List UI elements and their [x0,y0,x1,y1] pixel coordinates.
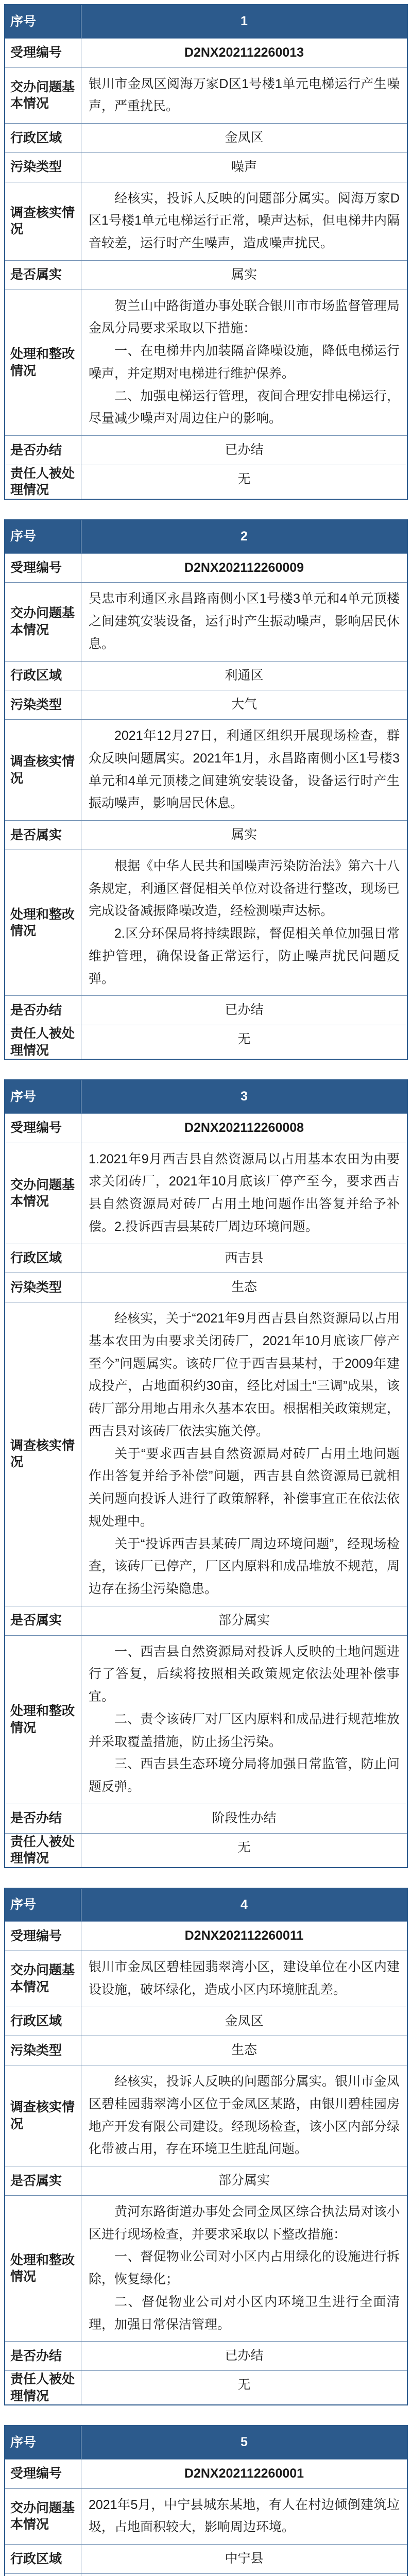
case-no-label: 受理编号 [5,554,81,583]
case-no-label: 受理编号 [5,2460,81,2488]
complaint-value: 2021年5月，中宁县城东某地，有人在村边倾倒建筑垃圾，占地面积较大，影响周边环境。 [89,2497,400,2535]
pollution-row [5,2036,407,2065]
verified-row [5,261,407,290]
handling-value [81,290,407,436]
complaint-value: 1.2021年9月西吉县自然资源局以占用基本农田为由要求关闭砖厂，2021年10月底该厂停产至今，要求西吉县自然资源局对砖厂占用土地问题作出答复并给予补偿。2.投诉西吉县某砖厂周边环境问题。 [89,1151,400,1234]
complaint-label: 交办问题基本情况 [5,1143,81,1244]
handling-value [81,2196,407,2342]
record-table [4,2425,408,2576]
investigation-label: 调查核实情况 [5,182,81,260]
handling-paragraph: 黄河东路街道办事处会同金凤区综合执法局对该小区进行现场检查，并要求采取以下整改措施： [89,2204,400,2242]
complaint-row [5,583,407,661]
completed-row [5,2342,407,2371]
seq-row [5,1080,407,1114]
verified-row [5,821,407,850]
handling-label: 处理和整改情况 [5,850,81,996]
investigation-label: 调查核实情况 [5,2065,81,2166]
investigation-paragraph: 经核实，关于“2021年9月西吉县自然资源局以占用基本农田为由要求关闭砖厂，2021年10月底该厂停产至今”问题属实。该砖厂位于西吉县某村，于2009年建成投产，占地面积约30亩，经比对国土“三调”成果，该砖厂部分用地占用永久基本农田。根据相关政策规定，西吉县对该砖厂依法实施关停。 [89,1311,400,1438]
completed-value: 阶段性办结 [212,1810,277,1825]
investigation-paragraph: 经核实，投诉人反映的问题部分属实。银川市金凤区碧桂园翡翠湾小区位于金凤区某路，由银川碧桂园房地产开发有限公司建设。经现场检查，该小区内部分绿化带被占用，存在环境卫生脏乱问题。 [89,2074,400,2157]
district-value: 利通区 [225,668,264,683]
complaint-label: 交办问题基本情况 [5,68,81,124]
investigation-row [5,2065,407,2166]
pollution-value: 噪声 [231,159,257,174]
handling-label: 处理和整改情况 [5,2196,81,2342]
investigation-label: 调查核实情况 [5,720,81,820]
complaint-row [5,2489,407,2545]
district-label: 行政区域 [5,2545,81,2573]
pollution-value: 生态 [231,1280,257,1295]
pollution-label: 污染类型 [5,1273,81,1302]
investigation-value [81,2065,407,2166]
handling-paragraph: 根据《中华人民共和国噪声污染防治法》第六十八条规定，利通区督促相关单位对设备进行整改，现场已完成设备减振降噪改造，经检测噪声达标。 [89,858,400,919]
completed-label: 是否办结 [5,1804,81,1833]
accountable-label: 责任人被处理情况 [5,1025,81,1059]
handling-value [81,850,407,996]
pollution-row [5,2574,407,2576]
accountable-row [5,1025,407,1059]
record-table [4,1079,408,1868]
investigation-paragraph: 关于“投诉西吉县某砖厂周边环境问题”，经现场检查，该砖厂已停产，厂区内原料和成品堆放不规范，周边存在扬尘污染隐患。 [89,1536,400,1596]
handling-row [5,1636,407,1804]
seq-row [5,2426,407,2460]
investigation-label: 调查核实情况 [5,1302,81,1606]
handling-paragraph: 三、西吉县生态环境分局将加强日常监管，防止问题反弹。 [89,1757,400,1794]
district-row [5,124,407,153]
verified-row [5,1606,407,1636]
investigation-row [5,182,407,261]
verified-value: 部分属实 [218,2173,270,2188]
district-value: 金凤区 [225,130,264,145]
pollution-value: 生态 [231,2043,257,2058]
handling-row [5,290,407,436]
complaint-row [5,68,407,124]
pollution-value [81,2574,407,2576]
seq-value: 2 [241,529,248,544]
seq-row [5,520,407,554]
seq-value: 4 [241,1897,248,1912]
verified-value: 属实 [231,827,257,842]
district-label: 行政区域 [5,2007,81,2036]
case-no-value: D2NX202112260011 [184,1928,304,1943]
completed-value: 已办结 [225,443,264,457]
case-no-value: D2NX202112260001 [184,2466,304,2481]
pollution-label: 污染类型 [5,690,81,719]
pollution-row [5,153,407,182]
pollution-row [5,1273,407,1302]
verified-value: 部分属实 [218,1613,270,1628]
pollution-label: 污染类型 [5,153,81,182]
handling-paragraph: 一、督促物业公司对小区内占用绿化的设施进行拆除，恢复绿化； [89,2249,400,2286]
accountable-label: 责任人被处理情况 [5,1834,81,1867]
seq-value: 5 [241,2435,248,2449]
investigation-value [81,182,407,260]
pollution-label: 污染类型 [5,2036,81,2065]
handling-label: 处理和整改情况 [5,1636,81,1804]
investigation-row [5,1302,407,1606]
completed-row [5,436,407,465]
seq-row [5,1889,407,1922]
seq-label: 序号 [5,2426,81,2459]
district-label: 行政区域 [5,1244,81,1273]
handling-paragraph: 2.区分环保局将持续跟踪，督促相关单位加强日常维护管理，确保设备正常运行，防止噪声扰民问题反弹。 [89,926,400,986]
seq-value: 3 [241,1089,248,1104]
complaint-value: 银川市金凤区阅海万家D区1号楼1单元电梯运行产生噪声，严重扰民。 [89,76,400,114]
handling-row [5,850,407,996]
case-no-row [5,2460,407,2489]
completed-label: 是否办结 [5,436,81,465]
district-row [5,2545,407,2574]
completed-label: 是否办结 [5,2342,81,2370]
case-no-label: 受理编号 [5,39,81,67]
complaint-label: 交办问题基本情况 [5,2489,81,2545]
handling-value [81,1636,407,1804]
completed-row [5,996,407,1025]
accountable-label: 责任人被处理情况 [5,2371,81,2404]
completed-row [5,1804,407,1834]
district-label: 行政区域 [5,662,81,690]
verified-value: 属实 [231,267,257,282]
record-table [4,1888,408,2406]
case-no-row [5,554,407,583]
handling-row [5,2196,407,2342]
handling-paragraph: 一、西吉县自然资源局对投诉人反映的土地问题进行了答复，后续将按照相关政策规定依法处理补偿事宜。 [89,1644,400,1704]
complaint-row [5,1143,407,1244]
seq-row [5,5,407,39]
record-table [4,4,408,500]
accountable-label: 责任人被处理情况 [5,465,81,499]
district-value: 中宁县 [225,2551,264,2566]
records-list [0,4,412,2576]
pollution-row [5,690,407,720]
completed-label: 是否办结 [5,996,81,1025]
pollution-value: 大气 [231,697,257,712]
case-no-label: 受理编号 [5,1922,81,1951]
accountable-row [5,465,407,499]
investigation-row [5,720,407,821]
district-label: 行政区域 [5,124,81,152]
handling-paragraph: 二、加强电梯运行管理，夜间合理安排电梯运行，尽量减少噪声对周边住户的影响。 [89,388,400,426]
case-no-value: D2NX202112260009 [184,560,304,575]
verified-label: 是否属实 [5,2166,81,2195]
case-no-value: D2NX202112260013 [184,45,304,60]
complaint-label: 交办问题基本情况 [5,583,81,660]
verified-label: 是否属实 [5,261,81,290]
district-row [5,662,407,691]
investigation-value [81,1302,407,1606]
verified-label: 是否属实 [5,821,81,850]
district-row [5,1244,407,1274]
verified-label: 是否属实 [5,1606,81,1635]
accountable-value: 无 [237,1032,251,1046]
seq-label: 序号 [5,1080,81,1113]
accountable-row [5,2371,407,2404]
handling-label: 处理和整改情况 [5,290,81,436]
case-no-row [5,39,407,68]
handling-paragraph: 二、责令该砖厂对厂区内原料和成品进行规范堆放并采取覆盖措施，防止扬尘污染。 [89,1711,400,1749]
seq-value: 1 [241,14,248,28]
complaint-value: 银川市金凤区碧桂园翡翠湾小区，建设单位在小区内建设设施，破坏绿化，造成小区内环境脏乱差。 [89,1960,400,1997]
complaint-label: 交办问题基本情况 [5,1951,81,2007]
district-value: 西吉县 [225,1250,264,1265]
investigation-value [81,720,407,820]
accountable-value: 无 [237,2378,251,2392]
investigation-paragraph: 2021年12月27日，利通区组织开展现场检查，群众反映问题属实。2021年1月，永昌路南侧小区1号楼3单元和4单元顶楼之间建筑安装设备，设备运行时产生振动噪声，影响居民休息。 [89,728,400,811]
verified-row [5,2166,407,2196]
district-value: 金凤区 [225,2013,264,2028]
completed-value: 已办结 [225,2348,264,2363]
accountable-value: 无 [237,1840,251,1855]
record-table [4,519,408,1060]
case-no-value: D2NX202112260008 [184,1120,304,1135]
investigation-paragraph: 关于“要求西吉县自然资源局对砖厂占用土地问题作出答复并给予补偿”问题，西吉县自然资源局已就相关问题向投诉人进行了政策解释，补偿事宜正在依法依规处理中。 [89,1446,400,1529]
seq-label: 序号 [5,520,81,553]
complaint-value: 吴忠市利通区永昌路南侧小区1号楼3单元和4单元顶楼之间建筑安装设备，运行时产生振动噪声，影响居民休息。 [89,591,400,651]
case-no-row [5,1114,407,1143]
handling-paragraph: 二、督促物业公司对小区内环境卫生进行全面清理，加强日常保洁管理。 [89,2294,400,2332]
case-no-row [5,1922,407,1951]
pollution-label [5,2574,81,2576]
seq-label: 序号 [5,1889,81,1922]
handling-paragraph: 一、在电梯井内加装隔音降噪设施，降低电梯运行噪声，并定期对电梯进行维护保养。 [89,344,400,381]
complaint-row [5,1951,407,2007]
district-row [5,2007,407,2037]
investigation-paragraph: 经核实，投诉人反映的问题部分属实。阅海万家D区1号楼1单元电梯运行正常，噪声达标，但电梯井内隔音较差，运行时产生噪声，造成噪声扰民。 [89,191,400,250]
accountable-value: 无 [237,471,251,486]
accountable-row [5,1834,407,1867]
seq-label: 序号 [5,5,81,38]
handling-paragraph: 贺兰山中路街道办事处联合银川市市场监督管理局金凤分局要求采取以下措施： [89,298,400,336]
completed-value: 已办结 [225,1003,264,1018]
case-no-label: 受理编号 [5,1114,81,1143]
